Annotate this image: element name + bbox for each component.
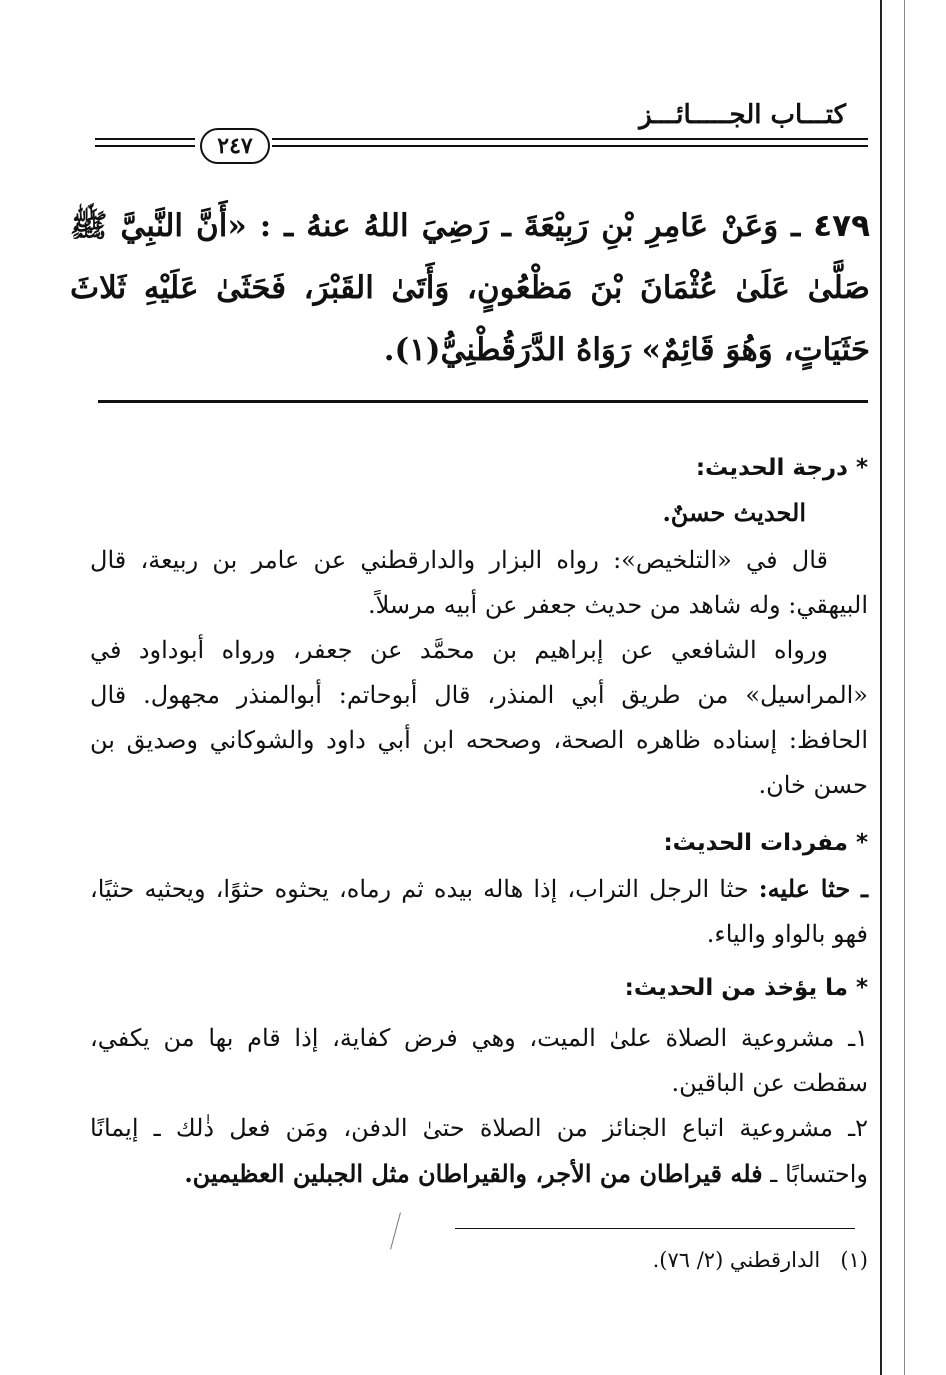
lessons-heading: * ما يؤخذ من الحديث: — [624, 975, 868, 1001]
header-rule-right — [272, 138, 868, 147]
footnote — [653, 1248, 868, 1272]
vocabulary-entry — [90, 866, 868, 957]
vocabulary-heading: * مفردات الحديث: — [663, 830, 868, 856]
vocabulary-term: ـ حثا عليه: — [758, 874, 868, 903]
header-rule-left — [95, 138, 195, 147]
hadith-number: ٤٧٩ — [813, 208, 870, 244]
scan-mark — [390, 1213, 401, 1250]
page-edge-line — [880, 0, 882, 1375]
page-edge-line-outer — [904, 0, 905, 1375]
page-number: ٢٤٧ — [200, 128, 270, 164]
degree-paragraph-2: ورواه الشافعي عن إبراهيم بن محمَّد عن جعفر، ورواه أبوداود في «المراسيل» من طريق أبي المنذر، قال أبوحاتم: أبوالمنذر مجهول. قال الحافظ: إسناده ظاهره الصحة، وصححه ابن أبي داود والشوكاني وصديق بن حسن خان. — [90, 636, 868, 799]
lesson-item-2 — [90, 1106, 868, 1197]
hadith-text-block — [70, 195, 870, 381]
chapter-title: كتـــاب الجـــــائـــز — [639, 100, 846, 130]
degree-paragraph-1: قال في «التلخيص»: رواه البزار والدارقطني عن عامر بن ربيعة، قال البيهقي: وله شاهد من حديث جعفر عن أبيه مرسلاً. — [90, 546, 868, 619]
lesson-item-2-text: ٢ـ مشروعية اتباع الجنائز من الصلاة حتىٰ الدفن، ومَن فعل ذٰلك ـ إيمانًا واحتسابًا ـ — [90, 1114, 868, 1188]
footnote-rule — [455, 1228, 855, 1229]
degree-heading: * درجة الحديث: — [695, 455, 868, 481]
vocabulary-definition: حثا الرجل التراب، إذا هاله بيده ثم رماه، يحثوه حثوًا، ويحثيه حثيًا، فهو بالواو والياء. — [90, 875, 868, 948]
degree-verdict: الحديث حسنٌ. — [662, 498, 806, 527]
section-divider — [98, 400, 868, 403]
hadith-text: ـ وَعَنْ عَامِرِ بْنِ رَبِيْعَةَ ـ رَضِيَ اللهُ عنهُ ـ : «أَنَّ النَّبِيَّ ﷺ صَلَّىٰ عَلَىٰ عُثْمَانَ بْنَ مَظْعُونٍ، وَأَتَىٰ القَبْرَ، فَحَثَىٰ عَلَيْهِ ثَلاثَ حَثَيَاتٍ، وَهُوَ قَائِمٌ» رَوَاهُ الدَّرَقُطْنِيُّ(١). — [70, 208, 870, 368]
footnote-text: الدارقطني (٢/ ٧٦). — [652, 1248, 821, 1272]
lesson-item-2-emphasis: فله قيراطان من الأجر، والقيراطان مثل الجبلين العظيمين. — [184, 1159, 763, 1188]
lesson-item-1: ١ـ مشروعية الصلاة علىٰ الميت، وهي فرض كفاية، إذا قام بها من يكفي، سقطت عن الباقين. — [90, 1024, 868, 1097]
footnote-marker: (١) — [840, 1248, 868, 1272]
